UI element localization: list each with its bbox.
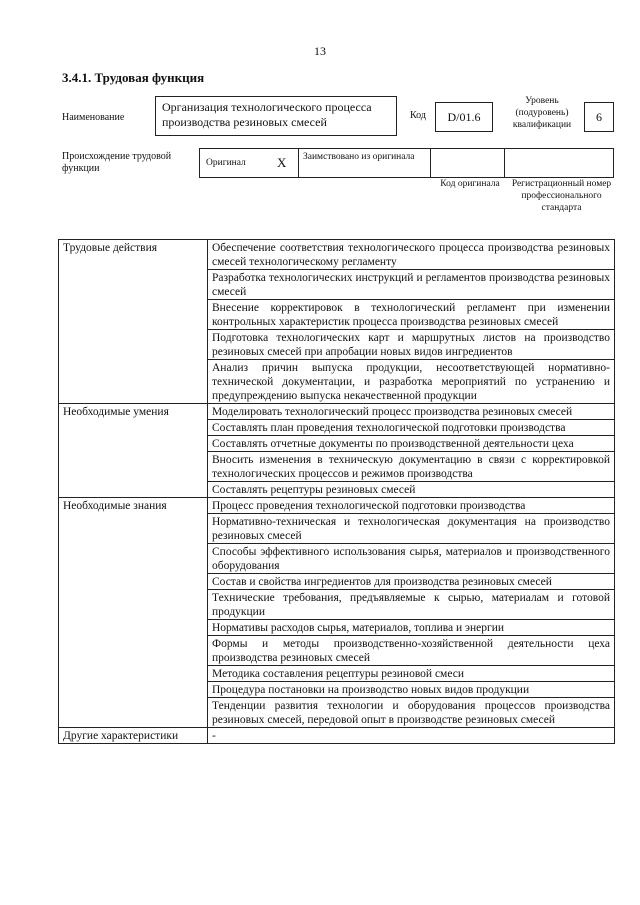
category-cell: Трудовые действия bbox=[59, 240, 208, 404]
category-cell: Другие характеристики bbox=[59, 728, 208, 744]
item-cell: Составлять план проведения технологической подготовки производства bbox=[208, 420, 615, 436]
category-cell: Необходимые умения bbox=[59, 404, 208, 498]
item-cell: Методика составления рецептуры резиновой смеси bbox=[208, 666, 615, 682]
item-cell: Анализ причин выпуска продукции, несоответствующей нормативно-технической документации, и разработка мероприятий по устранению и предупреждению выпуска некачественной продукции bbox=[208, 360, 615, 404]
original-cell bbox=[199, 148, 299, 178]
item-cell: Вносить изменения в техническую документацию в связи с корректировкой технологических процессов и режимов производства bbox=[208, 452, 615, 482]
item-cell: Процесс проведения технологической подготовки производства bbox=[208, 498, 615, 514]
item-cell: Нормативы расходов сырья, материалов, топлива и энергии bbox=[208, 620, 615, 636]
item-cell: Разработка технологических инструкций и регламентов производства резиновых смесей bbox=[208, 270, 615, 300]
item-cell: Составлять рецептуры резиновых смесей bbox=[208, 482, 615, 498]
item-cell: Внесение корректировок в технологический регламент при изменении контрольных характеристик процесса производства резиновых смесей bbox=[208, 300, 615, 330]
item-cell: Моделировать технологический процесс производства резиновых смесей bbox=[208, 404, 615, 420]
level-box: 6 bbox=[584, 102, 614, 132]
item-cell: Состав и свойства ингредиентов для производства резиновых смесей bbox=[208, 574, 615, 590]
original-mark: X bbox=[277, 155, 287, 170]
table-row bbox=[59, 404, 615, 420]
item-cell: Способы эффективного использования сырья, материалов и производственного оборудования bbox=[208, 544, 615, 574]
item-cell: Составлять отчетные документы по производственной деятельности цеха bbox=[208, 436, 615, 452]
reg-number-label: Регистрационный номер профессионального стандарта bbox=[511, 179, 612, 213]
page-number: 13 bbox=[314, 44, 326, 58]
name-label: Наименование bbox=[62, 112, 125, 123]
code-original-cell bbox=[430, 148, 505, 178]
function-details-table bbox=[58, 239, 615, 744]
item-cell: - bbox=[208, 728, 615, 744]
function-name-box: Организация технологического процесса производства резиновых смесей bbox=[155, 96, 397, 136]
category-cell: Необходимые знания bbox=[59, 498, 208, 728]
item-cell: Процедура постановки на производство новых видов продукции bbox=[208, 682, 615, 698]
item-cell: Технические требования, предъявляемые к сырью, материалам и готовой продукции bbox=[208, 590, 615, 620]
origin-table bbox=[199, 148, 614, 178]
borrowed-cell: Заимствовано из оригинала bbox=[298, 148, 431, 178]
item-cell: Подготовка технологических карт и маршрутных листов на производство резиновых смесей при апробации новых видов ингредиентов bbox=[208, 330, 615, 360]
code-label: Код bbox=[410, 110, 426, 121]
table-row bbox=[59, 728, 615, 744]
item-cell: Тенденции развития технологии и оборудования процессов производства резиновых смесей, передовой опыт в производстве резиновых смесей bbox=[208, 698, 615, 728]
item-cell: Обеспечение соответствия технологического процесса производства резиновых смесей технологическому регламенту bbox=[208, 240, 615, 270]
item-cell: Формы и методы производственно-хозяйственной деятельности цеха производства резиновых смесей bbox=[208, 636, 615, 666]
section-title: 3.4.1. Трудовая функция bbox=[62, 70, 205, 85]
code-original-label: Код оригинала bbox=[440, 179, 500, 189]
table-row bbox=[59, 498, 615, 514]
table-row bbox=[59, 240, 615, 270]
code-box: D/01.6 bbox=[435, 102, 493, 132]
origin-label: Происхождение трудовой функции bbox=[62, 151, 172, 174]
original-label: Оригинал bbox=[206, 158, 246, 168]
item-cell: Нормативно-техническая и технологическая документация на производство резиновых смесей bbox=[208, 514, 615, 544]
reg-number-cell bbox=[504, 148, 614, 178]
level-label: Уровень (подуровень) квалификации bbox=[512, 96, 572, 130]
